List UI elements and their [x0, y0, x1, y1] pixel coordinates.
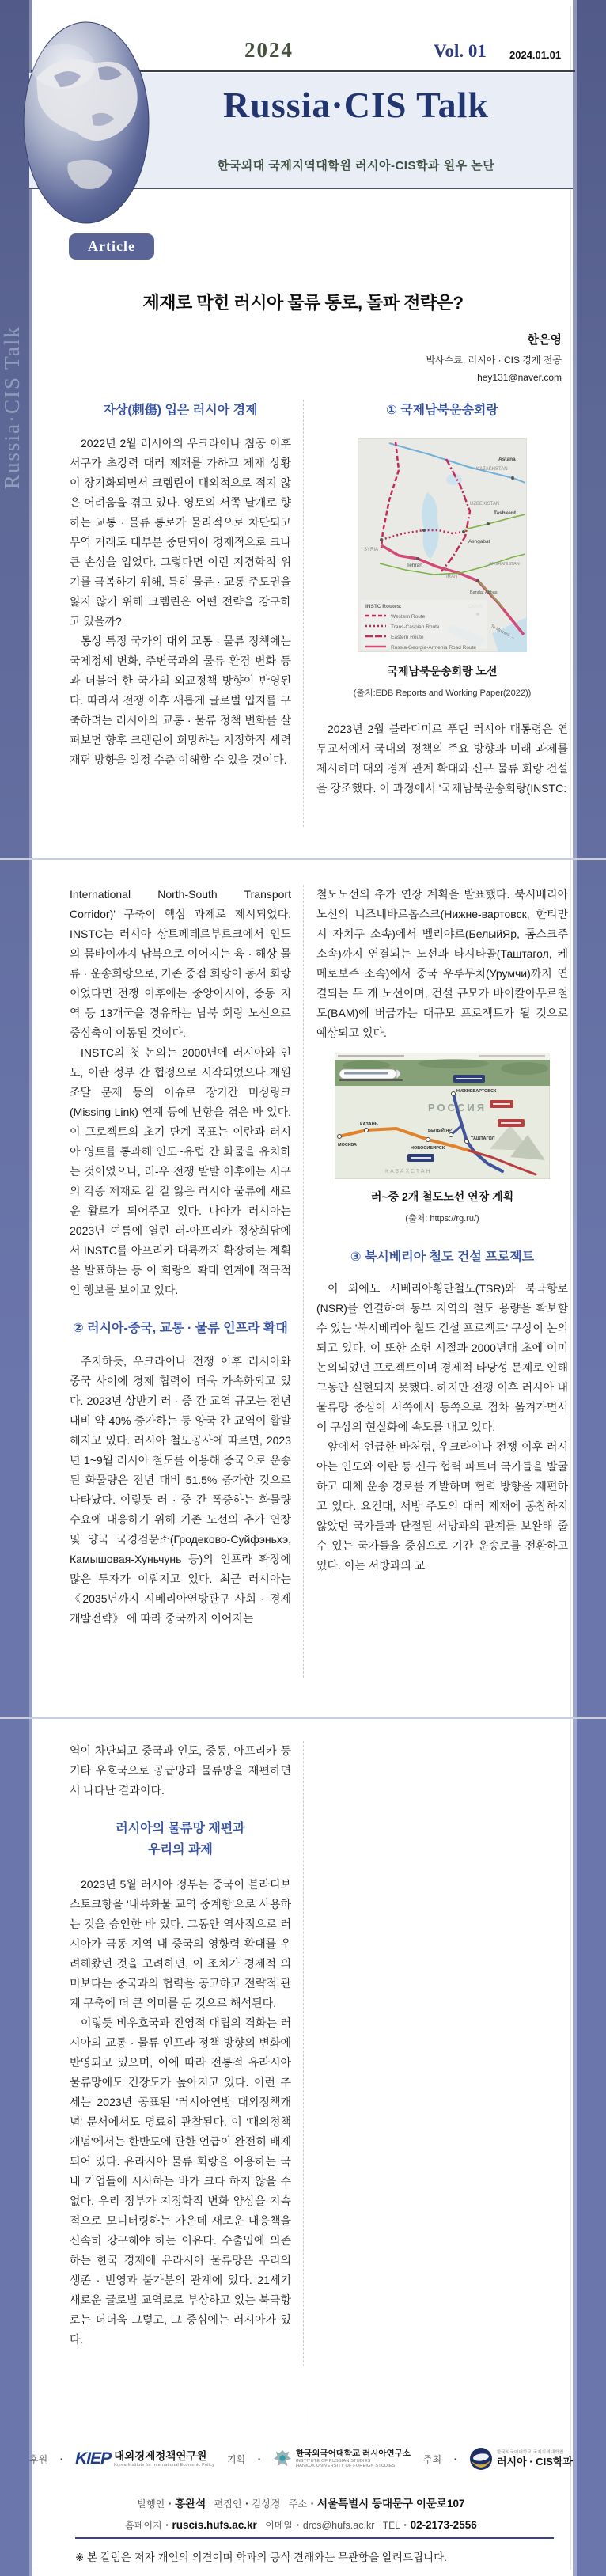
figure-caption: 러~중 2개 철도노선 연장 계획 — [370, 1190, 514, 1203]
paragraph: 앞에서 언급한 바처럼, 우크라이나 전쟁 이후 러시아는 인도와 이란 등 신규 협력 파트너 국가들을 발굴하고 대체 운송 경로를 개발하며 협력 방향을 재편하고 있다. 요컨대, 서방 주도의 대러 제재에 동참하지 않았던 국가들과 단절된 서방과의 관계를 보완해 줄 수 있는 국가들을 중심으로 기간 운송로를 전환하고 있다. 이는 서방과의 교 — [316, 1440, 568, 1572]
editor-label: 편집인 — [214, 2498, 242, 2510]
column-divider-page2 — [303, 885, 304, 1678]
host-label: 주최 — [422, 2453, 442, 2465]
footer-contact-row — [29, 2518, 573, 2532]
email-value: drcs@hufs.ac.kr — [302, 2520, 375, 2531]
map-label: Bandar Abbas — [470, 590, 498, 595]
author-name: 한은영 — [527, 333, 562, 347]
page2-right-column — [316, 885, 568, 1576]
left-frame-strip — [0, 0, 32, 2576]
map-label: Astana — [498, 457, 516, 462]
bullet-separator: ▪ — [60, 2455, 63, 2463]
masthead-volume: Vol. 01 — [434, 41, 487, 61]
map-legend-entry: Eastern Route — [391, 635, 424, 640]
footer-logos-row — [29, 2447, 573, 2471]
map-legend-entry: Russia-Georgia-Armenia Road Route — [391, 645, 477, 651]
department-emblem-icon — [469, 2447, 493, 2471]
map-label: МОСКВА — [338, 1143, 357, 1148]
map-label: SYRIA — [364, 548, 379, 552]
irs-english-1: INSTITUTE OF RUSSIAN STUDIES — [296, 2458, 371, 2464]
map-label: КАЗАНЬ — [360, 1122, 378, 1127]
bullet-separator: ▪ — [454, 2455, 456, 2463]
paragraph: INSTC의 첫 논의는 2000년에 러시아와 인도, 이란 정부 간 협정으로 시작되었으나 재원 조달 문제 등의 이슈로 장기간 미싱링크(Missing Link) 연계 등에 난항을 겪은 바 있다. 이 프로젝트의 초기 단계 목표는 이란과 러시아 영토를 통과해 인도~유럽 간 화물을 유치하는 것이었으나, 러-우 전쟁 발발 이후에는 서구의 각종 제재로 갈 길 잃은 러시아 물류에 새로운 활로가 되어주고 있다. 나아가 러시아는 2023년 여름에 열린 러-아프리카 정상회담에서 INSTC를 아프리카 대륙까지 확장하는 계획을 발표하는 등 이 회랑의 확대 연계에 적극적인 행보를 보이고 있다. — [70, 1046, 291, 1296]
paragraph: 역이 차단되고 중국과 인도, 중동, 아프리카 등 기타 우호국으로 공급망과 물류망을 재편하면서 나타난 결과이다. — [70, 1744, 291, 1796]
masthead-date: 2024.01.01 — [509, 49, 562, 61]
disclaimer-note: ※ 본 칼럼은 저자 개인의 의견이며 학과의 공식 견해와는 무관함을 알려드립니다. — [75, 2551, 447, 2563]
page-separator-1 — [0, 858, 606, 860]
map-label: AFGHANISTAN — [489, 562, 520, 567]
vertical-watermark: Russia·CIS Talk — [0, 325, 24, 490]
map-label: Tashkent — [494, 510, 517, 516]
irs-korean-name: 한국외국어대학교 러시아연구소 — [296, 2449, 411, 2459]
map-label: ТАШТАГОЛ — [471, 1136, 495, 1141]
masthead-subtitle: 한국외대 국제지역대학원 러시아-CIS학과 원우 논단 — [217, 159, 495, 173]
dept-parent-name: 한국외국어대학교 국제지역대학원 — [496, 2449, 564, 2455]
page2-left-column — [70, 885, 291, 1629]
bullet-separator: ▪ — [169, 2500, 172, 2507]
masthead-title: Russia·CIS Talk — [223, 85, 489, 125]
page3-left-column — [70, 1741, 291, 2350]
map-label: To Mumbai → — [490, 624, 516, 641]
figure-source: (출처: https://rg.ru/) — [405, 1214, 479, 1224]
globe-logo — [22, 21, 150, 225]
map-label: Ashgabat — [468, 539, 490, 544]
address-value: 서울특별시 동대문구 이문로107 — [316, 2498, 465, 2510]
footer-rule — [75, 2537, 554, 2539]
right-frame-strip — [573, 0, 606, 2576]
article-title: 제재로 막힌 러시아 물류 통로, 돌파 전략은? — [142, 293, 464, 313]
masthead-year: 2024 — [244, 38, 294, 62]
paragraph: 이 외에도 시베리아횡단철도(TSR)와 북극항로(NSR)를 연결하여 동부 지역의 철도 용량을 확보할 수 있는 '북시베리아 철도 건설 프로젝트' 구상이 논의되고 있다. 이 또한 소련 시절과 2000년대 초에 이미 논의되었던 프로젝트이며 경제적 타당성 문제로 인해 그동안 실현되지 못했다. 하지만 전쟁 이후 러시아 내 물류망 중심이 서쪽에서 동쪽으로 점차 옮겨가면서 이 구상의 현실화에 속도를 내고 있다. — [316, 1282, 568, 1433]
tel-value: 02-2173-2556 — [410, 2519, 477, 2531]
paragraph: 철도노선의 추가 연장 계획을 발표했다. 북시베리아 노선의 니즈네바르톱스크(Нижне-вартовск, 한티만시 자치구 소속)에서 벨리야르(БелыйЯр, 톰스크주 소속)까지 연결되는 노선과 타시타골(Таштагол, 케메로보주 소속)에서 중국 우루무치(Урумчи)까지 연결되는 두 개 노선이며, 건설 규모가 바이칼아무르철도(BAM)에 버금가는 대규모 프로젝트가 될 것으로 예상되고 있다. — [316, 888, 568, 1039]
section-heading-russia-china: ② 러시아-중국, 교통 · 물류 인프라 확대 — [73, 1322, 288, 1335]
irs-logo — [273, 2449, 411, 2469]
map-legend-title: INSTC Routes: — [365, 604, 402, 609]
kiep-wordmark: KIEP — [75, 2449, 112, 2468]
map-label: НИЖНЕВАРТОВСК — [456, 1089, 497, 1094]
tel-label: TEL — [382, 2520, 400, 2531]
column-divider-page1 — [303, 400, 304, 827]
map-label: KAZAKHSTAN — [476, 467, 508, 472]
section-heading-tasks-line1: 러시아의 물류망 재편과 — [116, 1822, 245, 1835]
paragraph: 2022년 2월 러시아의 우크라이나 침공 이후 서구가 초강력 대러 제재를 가하고 제재 상황이 장기화되면서 크렘린이 대외적으로 적지 않은 어려움을 겪고 있다. 영토의 서쪽 날개로 향하는 교통 · 물류 통로가 물리적으로 차단되고 무역 거래도 대부분 중단되어 경제적으로 크나큰 손상을 입었다. 그렇다면 이런 지경학적 위기를 극복하기 위해, 특히 물류 · 교통 주도권을 잃지 않기 위해 크렘린은 어떤 전략을 강구하고 있을까? — [70, 437, 291, 628]
website-label: 홈페이지 — [125, 2520, 162, 2531]
paragraph: 2023년 2월 블라디미르 푸틴 러시아 대통령은 연두교서에서 국내외 정책의 주요 방향과 미래 과제를 제시하며 대외 경제 관계 확대와 신규 물류 회랑 건설을 강조했다. 이 과정에서 '국제남북운송회랑(INSTC: — [316, 723, 568, 795]
figure-source: (출처:EDB Reports and Working Paper(2022)) — [353, 689, 532, 698]
bullet-separator: ▪ — [297, 2521, 299, 2529]
section-heading-economy: 자상(刺傷) 입은 러시아 경제 — [103, 404, 258, 417]
bullet-separator: ▪ — [165, 2521, 169, 2529]
email-label: 이메일 — [265, 2520, 294, 2531]
footer-publisher-row — [29, 2494, 573, 2510]
page-separator-2 — [0, 1717, 606, 1719]
paragraph: International North-South Transport Corridor)' 구축이 핵심 과제로 제시되었다. INSTC는 러시아 상트페테르부르크에서 인도의 뭄바이까지 남북으로 이어지는 육 · 해상 물류 · 운송회랑으로, 기존 중점 회랑이 동서 회랑이었다면 전쟁 이후에는 중앙아시아, 중동 지역 등 13개국을 경유하는 남북 회랑 노선으로 중심축이 이동된 것이다. — [70, 888, 291, 1039]
map-label: UZBEKISTAN — [470, 502, 500, 506]
publisher-name: 홍완석 — [175, 2498, 206, 2510]
map-label: КАЗАХСТАН — [385, 1169, 432, 1174]
paragraph: 주지하듯, 우크라이나 전쟁 이후 러시아와 중국 사이에 경제 협력이 더욱 가속화되고 있다. 2023년 상반기 러 · 중 간 교역 규모는 전년 대비 약 40% 증가하는 등 양국 간 교역이 활발해지고 있다. 러시아 철도공사에 따르면, 2023년 1~9월 러시아 철도를 이용해 중국으로 운송된 화물량은 전년 대비 51.5% 증가한 것으로 나타났다. 이렇듯 러 · 중 간 폭증하는 화물량 수요에 대응하기 위해 기존 노선의 추가 연장 및 양국 국경검문소(Гродеково-Суйфэньхэ, Камышовая-Хуньчунь 등)의 인프라 확장에 많은 투자가 이뤄지고 있다. 최근 러시아는 《2035년까지 시베리아연방관구 사회 · 경제 개발전략》 에 따라 중국까지 이어지는 — [70, 1355, 291, 1625]
section-heading-instc: ① 국제남북운송회랑 — [386, 404, 498, 417]
paragraph: 통상 특정 국가의 대외 교통 · 물류 정책에는 국제정세 변화, 주변국과의 물류 환경 변화 등과 더불어 한 국가의 외교정책 방향이 반영된다. 따라서 전쟁 이후 새롭게 글로벌 입지를 구축하려는 러시아의 교통 · 물류 정책 변화를 살펴보면 향후 크렘린이 희망하는 지정학적 세력 재편 방향을 일정 수준 이해할 수 있을 것이다. — [70, 635, 291, 766]
author-email: hey131@naver.com — [477, 372, 562, 383]
author-block — [237, 331, 562, 383]
author-degree: 박사수료, 러시아 · CIS 경제 전공 — [426, 355, 562, 366]
section-heading-north-siberia: ③ 북시베리아 철도 건설 프로젝트 — [350, 1250, 535, 1264]
planning-label: 기획 — [226, 2453, 246, 2465]
map-label: НОВОСИБИРСК — [411, 1146, 445, 1151]
section-heading-tasks-line2: 우리의 과제 — [148, 1843, 213, 1857]
editor-name: 김상경 — [252, 2498, 281, 2510]
bullet-separator: ▪ — [258, 2455, 260, 2463]
bullet-separator: ▪ — [245, 2500, 248, 2507]
article-badge: Article — [69, 233, 154, 260]
paragraph: 2023년 5월 러시아 정부는 중국이 블라디보스토크항을 '내륙화물 교역 중계항'으로 사용하는 것을 승인한 바 있다. 그동안 역사적으로 러시아가 극동 지역 내 중국의 영향력 확대를 우려해왔던 것을 고려하면, 이 조치가 경제적 의미보다는 중국과의 협력을 공고하고 전략적 관계 구축에 더 큰 의미를 둔 것으로 해석된다. — [70, 1878, 291, 2009]
kiep-korean-name: 대외경제정책연구원 — [114, 2450, 207, 2463]
bullet-separator: ▪ — [403, 2521, 407, 2529]
rail-map-image — [335, 1053, 550, 1179]
dept-name: 러시아 · CIS학과 — [496, 2455, 573, 2468]
publisher-label: 발행인 — [137, 2498, 165, 2510]
map-legend-entry: Western Route — [391, 614, 426, 620]
address-label: 주소 — [288, 2498, 308, 2510]
irs-english-2: HANKUK UNIVERSITY OF FOREIGN STUDIES — [296, 2464, 396, 2469]
kiep-english-name: Korea Institute for International Economic Policy — [114, 2462, 214, 2468]
kiep-logo — [75, 2449, 214, 2468]
map-label: IRAN — [446, 575, 458, 579]
map-label: РОССИЯ — [428, 1102, 487, 1113]
bullet-separator: ▪ — [311, 2500, 313, 2507]
instc-map-image — [358, 438, 527, 652]
eagle-emblem-icon — [273, 2449, 292, 2469]
paragraph: 이렇듯 비우호국과 진영적 대립의 격화는 러시아의 교통 · 물류 인프라 정책 방향의 변화에 반영되고 있으며, 이에 따라 전통적 유라시아 물류망에도 긴장도가 높아지고 있다. 이런 추세는 2023년 공표된 '러시아연방 대외정책개념' 문서에서도 명료히 관찰된다. 이 '대외정책개념'에서는 한반도에 관한 언급이 완전히 배제되어 있다. 유라시아 물류 회랑을 이용하는 국내 기업들에 시사하는 바가 크다 하지 않을 수 없다. 우리 정부가 지정학적 변화 양상을 지속적으로 모니터링하는 가운데 새로운 대응책을 신속히 강구해야 하는 이유다. 수출입에 의존하는 한국 경제에 유라시아 물류망은 우리의 생존 · 번영과 불가분의 관계에 있다. 21세기 새로운 글로벌 교역로로 부상하고 있는 북극항로는 더더욱 그렇고, 그 중심에는 러시아가 있다. — [70, 2016, 291, 2346]
website-value: ruscis.hufs.ac.kr — [172, 2519, 257, 2531]
map-label: Tehran — [407, 563, 422, 568]
page1-right-column — [316, 400, 568, 799]
dept-logo — [469, 2447, 573, 2471]
figure-caption: 국제남북운송회랑 노선 — [387, 665, 498, 677]
page1-left-column — [70, 400, 291, 770]
column-divider-page3 — [303, 1741, 304, 2366]
map-label: БЕЛЫЙ ЯР — [428, 1129, 452, 1133]
map-legend-entry: Trans-Caspian Route — [391, 624, 440, 630]
sponsor-label: 후원 — [29, 2453, 48, 2465]
